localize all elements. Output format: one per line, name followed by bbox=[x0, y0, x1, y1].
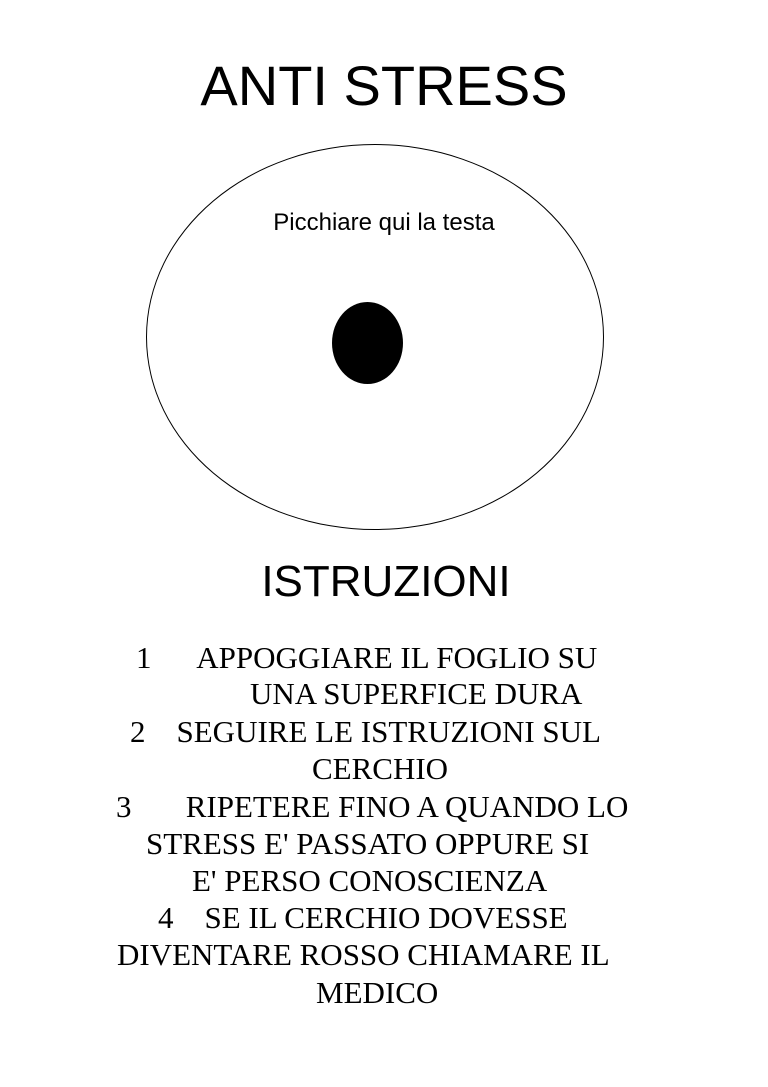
instruction-line-2: UNA SUPERFICE DURA bbox=[250, 676, 583, 711]
instruction-line-5: 3 RIPETERE FINO A QUANDO LO bbox=[116, 789, 629, 824]
instruction-line-3: 2 SEGUIRE LE ISTRUZIONI SUL bbox=[130, 714, 601, 749]
page-title: ANTI STRESS bbox=[200, 54, 568, 117]
target-dot bbox=[332, 302, 403, 384]
instruction-line-4: CERCHIO bbox=[312, 751, 449, 786]
target-label: Picchiare qui la testa bbox=[273, 209, 495, 236]
instruction-line-10: MEDICO bbox=[316, 975, 439, 1010]
instruction-line-8: 4 SE IL CERCHIO DOVESSE bbox=[158, 900, 568, 935]
instruction-line-9: DIVENTARE ROSSO CHIAMARE IL bbox=[117, 937, 610, 972]
instruction-line-6: STRESS E' PASSATO OPPURE SI bbox=[146, 826, 590, 861]
instruction-line-7: E' PERSO CONOSCIENZA bbox=[192, 863, 548, 898]
instruction-line-1: 1 APPOGGIARE IL FOGLIO SU bbox=[136, 640, 598, 675]
instructions-heading: ISTRUZIONI bbox=[261, 557, 511, 606]
